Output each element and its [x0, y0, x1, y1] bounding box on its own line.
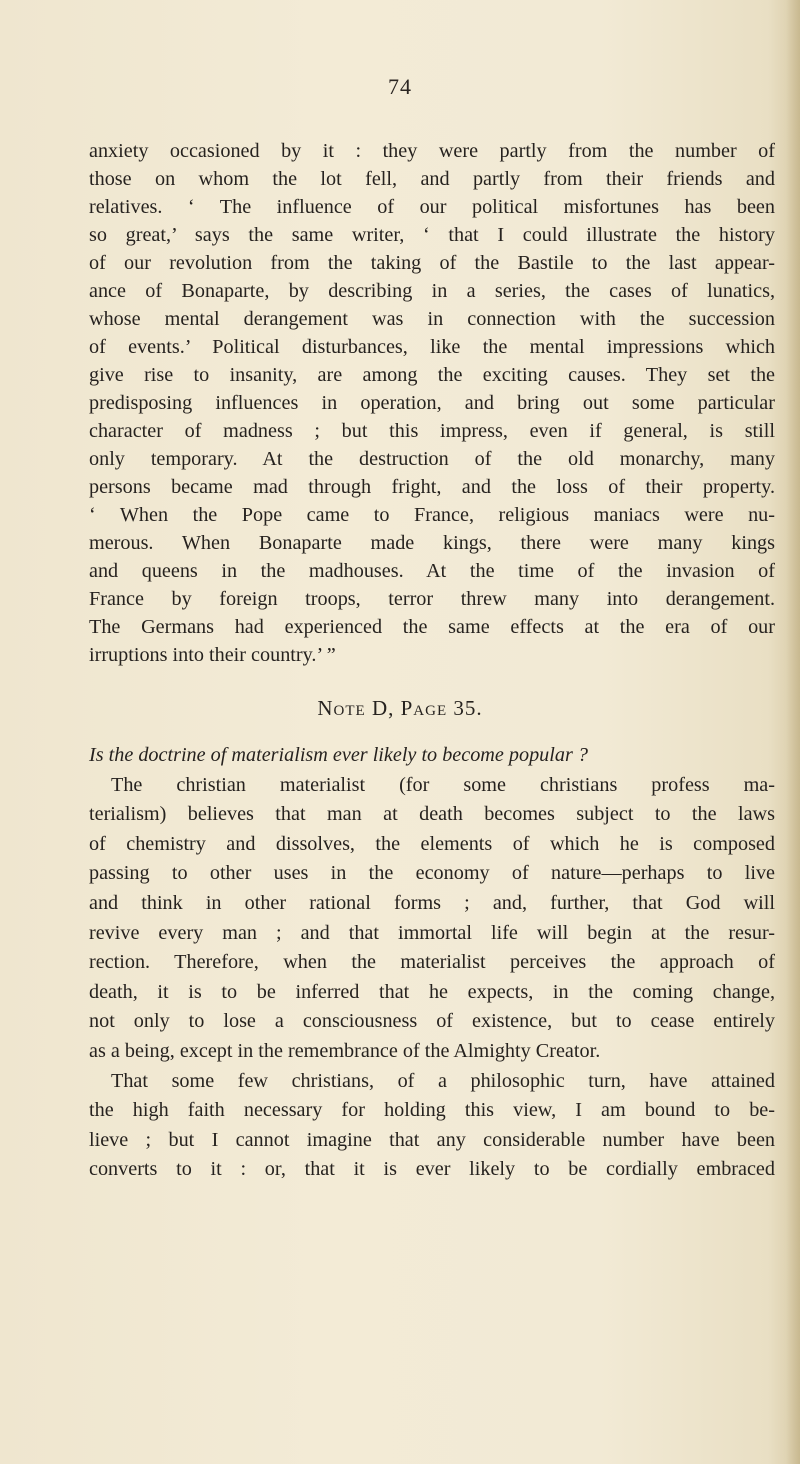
text-line: irruptions into their country.’ ”: [89, 644, 336, 666]
text-line: character of madness ; but this impress, even if general, is still: [89, 420, 775, 442]
text-line: That some few christians, of a philosophic turn, have attained: [111, 1069, 775, 1092]
text-line: terialism) believes that man at death becomes subject to the laws: [89, 803, 775, 826]
text-line: whose mental derangement was in connection with the succession: [89, 308, 775, 330]
note-text: [89, 741, 775, 1185]
text-line: only temporary. At the destruction of the old monarchy, many: [89, 448, 775, 470]
text-line: give rise to insanity, are among the exciting causes. They set the: [89, 364, 775, 386]
text-line: the high faith necessary for holding this view, I am bound to be-: [89, 1099, 775, 1122]
note-heading: Note D, Page 35.: [317, 696, 483, 720]
text-line: anxiety occasioned by it : they were partly from the number of: [89, 140, 775, 162]
text-line: not only to lose a consciousness of existence, but to cease entirely: [89, 1010, 775, 1033]
text-line: The Germans had experienced the same effects at the era of our: [89, 616, 775, 638]
note-question: Is the doctrine of materialism ever likely to become popular ?: [89, 744, 588, 766]
text-line: of events.’ Political disturbances, like the mental impressions which: [89, 336, 775, 358]
text-line: converts to it : or, that it is ever likely to be cordially embraced: [89, 1158, 775, 1181]
page-edge-shadow: [786, 0, 800, 1464]
text-line: rection. Therefore, when the materialist perceives the approach of: [89, 951, 775, 974]
text-line: relatives. ‘ The influence of our political misfortunes has been: [89, 196, 775, 218]
text-line: persons became mad through fright, and the loss of their property.: [89, 476, 775, 498]
text-line: and queens in the madhouses. At the time of the invasion of: [89, 560, 775, 582]
text-line: The christian materialist (for some christians profess ma-: [111, 773, 775, 796]
text-line: France by foreign troops, terror threw many into derangement.: [89, 588, 775, 610]
text-line: so great,’ says the same writer, ‘ that I could illustrate the history: [89, 224, 775, 246]
text-line: merous. When Bonaparte made kings, there were many kings: [89, 532, 775, 554]
text-line: predisposing influences in operation, and bring out some particular: [89, 392, 775, 414]
text-line: as a being, except in the remembrance of the Almighty Creator.: [89, 1039, 601, 1062]
text-line: those on whom the lot fell, and partly from their friends and: [89, 168, 775, 190]
text-line: lieve ; but I cannot imagine that any considerable number have been: [89, 1128, 775, 1151]
text-line: ance of Bonaparte, by describing in a series, the cases of lunatics,: [89, 280, 775, 302]
text-line: revive every man ; and that immortal life will begin at the resur-: [89, 921, 775, 944]
text-line: of chemistry and dissolves, the elements of which he is composed: [89, 832, 775, 855]
page-number: 74: [388, 74, 412, 99]
text-line: death, it is to be inferred that he expects, in the coming change,: [89, 980, 775, 1003]
text-line: ‘ When the Pope came to France, religious maniacs were nu-: [89, 504, 775, 526]
text-line: passing to other uses in the economy of nature—perhaps to live: [89, 862, 775, 885]
text-line: and think in other rational forms ; and, further, that God will: [89, 891, 775, 914]
body-text: [89, 137, 775, 669]
text-line: of our revolution from the taking of the Bastile to the last appear-: [89, 252, 775, 274]
